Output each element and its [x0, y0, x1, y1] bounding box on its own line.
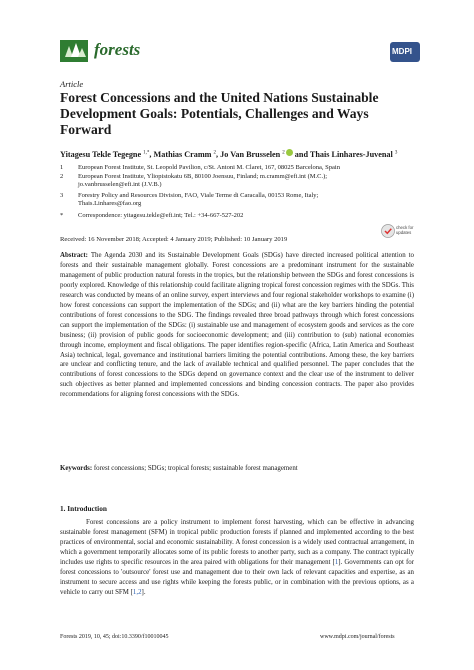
mdpi-logo[interactable]	[390, 42, 420, 62]
reference-link[interactable]: 1,2	[132, 588, 142, 596]
footer-citation: Forests 2019, 10, 45; doi:10.3390/f10010045	[60, 634, 169, 640]
article-title: Forest Concessions and the United Nations Sustainable Development Goals: Potentials, Challenges and Ways Forward	[60, 90, 379, 137]
publication-dates: Received: 16 November 2018; Accepted: 4 January 2019; Published: 10 January 2019	[60, 236, 288, 243]
article-type: Article	[60, 79, 84, 89]
abstract	[60, 251, 414, 400]
journal-name[interactable]: forests	[94, 40, 141, 59]
intro-text: ].	[141, 588, 146, 596]
section-heading: 1. Introduction	[60, 504, 107, 513]
affiliation-text: Correspondence: yitagesu.tekle@efi.int; Tel.: +34-667-527-202	[78, 212, 244, 219]
check-updates-icon	[381, 224, 395, 238]
author-name[interactable]: Jo Van Brusselen	[220, 150, 281, 159]
author-sup: 2	[282, 150, 285, 156]
affiliation-text: European Forest Institute, Yliopistokatu 6B, 80100 Joensuu, Finland; m.cramm@efi.int (M.C.); jo.vanbrusselen@efi.int (J.V.B.)	[78, 173, 328, 189]
affiliation-num: 2	[60, 173, 64, 180]
tree-icon	[60, 40, 88, 62]
author-sup: 1,*	[143, 150, 150, 156]
check-updates-text: check for updates	[396, 225, 414, 235]
journal-logo	[60, 40, 88, 62]
abstract-label: Abstract:	[60, 252, 88, 259]
correspondence	[60, 212, 380, 221]
abstract-text: The Agenda 2030 and its Sustainable Development Goals (SDGs) have directed increased political attention to forests and their sustainable management globally. Forest concessions are a predominant instrument for the sustainable management of public production natural forests in the tropics, but the relationship between the SDGs and forest concessions is poorly explored. Knowledge of this relationship could facilitate aligning tropical forest concession regimes with the SDGs. This research was conducted by means of an online survey, expert interviews and four regional stakeholder workshops to examine (i) how forest concessions can support the implementation of the SDGs; and (ii) what are the key barriers hinding the potential contributions of forest concessions to the SDG. The findings revealed three broad pathways through which forest concessions can support the implementation of the SDGs: (i) sustainable use and management of ecosystem goods and services as the core business; (ii) provision of public goods for socioeconomic development; and (iii) contribution to (sub) national economies through income, employment and fiscal obligations. The paper identifies region-specific (Africa, Latin America and Southeast Asia) technical, legal, governance and institutional barriers limiting the potential contributions. Among these, the key barriers are unclear and conflicting tenure, and the lack of available technical and qualified personnel. The paper concludes that the contributions of forest concessions to the SDGs depend on governance context and the clear use of the instrument to deliver such objectives as better planned and implemented concessions and binding concession contracts. The paper also provides recommendations for aligning forest concessions with the SDGs.	[60, 252, 414, 399]
affiliation-text: European Forest Institute, St. Leopold Pavilion, c/St. Antoni M. Claret, 167, 08025 Barcelona, Spain	[78, 164, 340, 171]
publisher-name: MDPI	[392, 47, 412, 56]
affiliation-text: Forestry Policy and Resources Division, FAO, Viale Terme di Caracalla, 00153 Rome, Italy; Thais.Linhares@fao.org	[78, 192, 319, 208]
intro-text: Forest concessions are a policy instrument to implement forest harvesting, which can be effective in advancing sustainable forest management (SFM) in tropical public production forests if planned and implemented according to the best practices of environmental, social and economic sustainability. A forest concession is a widely used contractual arrangement, in which a government temporarily allocates some of its public forests to another party, such as a company. The contract typically includes use rights to specific resources in the area paired with obligations for their management [	[60, 519, 414, 566]
orcid-icon[interactable]	[286, 149, 293, 156]
affiliation-num: *	[60, 212, 64, 219]
author-name[interactable]: Yitagesu Tekle Tegegne	[60, 150, 142, 159]
affiliation	[60, 173, 380, 191]
author-list: Yitagesu Tekle Tegegne $^{1,*}$, Mathias Cramm $^2$, Jo Van Brusselen $^2$ and Thais Linhares-Juvenal $^3$	[60, 150, 398, 159]
keywords	[60, 464, 414, 474]
affiliation	[60, 164, 380, 173]
affiliation	[60, 192, 380, 210]
check-for-updates-badge[interactable]	[381, 223, 417, 245]
introduction-paragraph	[60, 518, 414, 598]
reference-link[interactable]: 1	[334, 558, 339, 566]
intro-text: ]. Governments can opt for forest concessions to 'outsource' forest use and management due to their own lack of relevant capacities and expertise, as an instrument to secure access and use rights while keeping the forests public, or in combination with the previous options, as a vehicle to carry out SFM [	[60, 558, 414, 596]
author-name[interactable]: Thais Linhares-Juvenal	[309, 150, 393, 159]
keywords-text: forest concessions; SDGs; tropical forests; sustainable forest management	[93, 465, 298, 472]
author-sup: 3	[394, 150, 398, 156]
affiliation-num: 1	[60, 164, 64, 171]
author-name[interactable]: Mathias Cramm	[153, 150, 212, 159]
author-sup: 2	[213, 150, 217, 156]
affiliation-num: 3	[60, 192, 64, 199]
keywords-label: Keywords:	[60, 465, 93, 472]
footer-url[interactable]: www.mdpi.com/journal/forests	[320, 634, 395, 640]
